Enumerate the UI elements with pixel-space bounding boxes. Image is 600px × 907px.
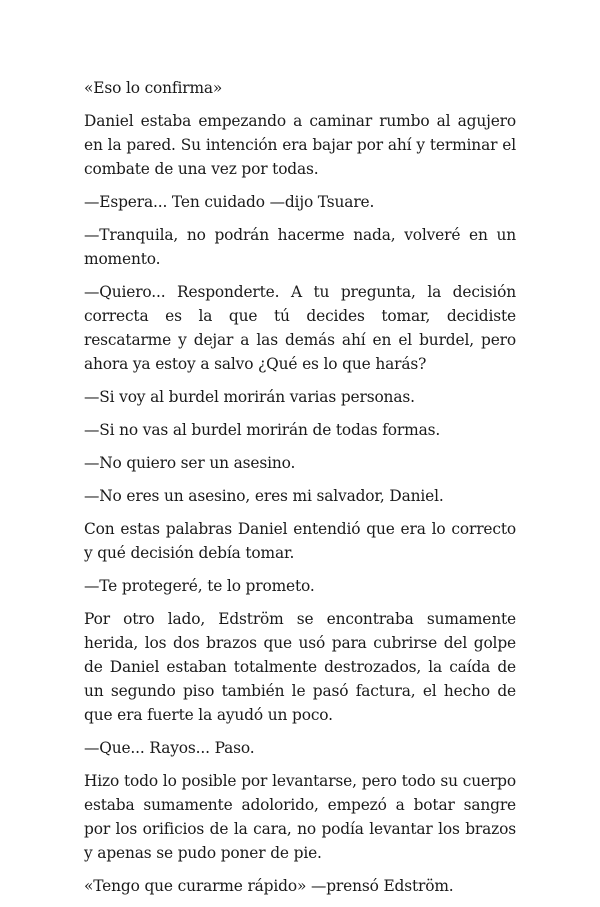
paragraph: —Te protegeré, te lo prometo. <box>84 577 315 595</box>
paragraph: —Espera... Ten cuidado —dijo Tsuare. <box>84 193 375 211</box>
paragraph: Hizo todo lo posible por levantarse, pero todo su cuerpo estaba sumamente adolorido, empezó a botar sangre por los orificios de la cara, no podía levantar los brazos y apenas se pudo poner de pie. <box>84 772 516 862</box>
paragraph: Por otro lado, Edström se encontraba sumamente herida, los dos brazos que usó para cubrirse del golpe de Daniel estaban totalmente destrozados, la caída de un segundo piso también le pasó factura, el hecho de que era fuerte la ayudó un poco. <box>84 610 516 724</box>
paragraph: «Eso lo confirma» <box>84 79 223 97</box>
paragraph: —Que... Rayos... Paso. <box>84 739 255 757</box>
paragraph: —Quiero... Responderte. A tu pregunta, la decisión correcta es la que tú decides tomar, decidiste rescatarme y dejar a las demás ahí en el burdel, pero ahora ya estoy a salvo ¿Qué es lo que harás? <box>84 283 516 373</box>
paragraph: Con estas palabras Daniel entendió que era lo correcto y qué decisión debía tomar. <box>84 520 516 562</box>
paragraph: Daniel estaba empezando a caminar rumbo al agujero en la pared. Su intención era bajar por ahí y terminar el combate de una vez por todas. <box>84 112 516 178</box>
paragraph: —No quiero ser un asesino. <box>84 454 296 472</box>
paragraph: —Si no vas al burdel morirán de todas formas. <box>84 421 441 439</box>
page-body-text <box>84 76 516 907</box>
paragraph: —Tranquila, no podrán hacerme nada, volveré en un momento. <box>84 226 516 268</box>
paragraph: —Si voy al burdel morirán varias personas. <box>84 388 415 406</box>
paragraph: —No eres un asesino, eres mi salvador, Daniel. <box>84 487 444 505</box>
paragraph: «Tengo que curarme rápido» —prensó Edström. <box>84 877 454 895</box>
